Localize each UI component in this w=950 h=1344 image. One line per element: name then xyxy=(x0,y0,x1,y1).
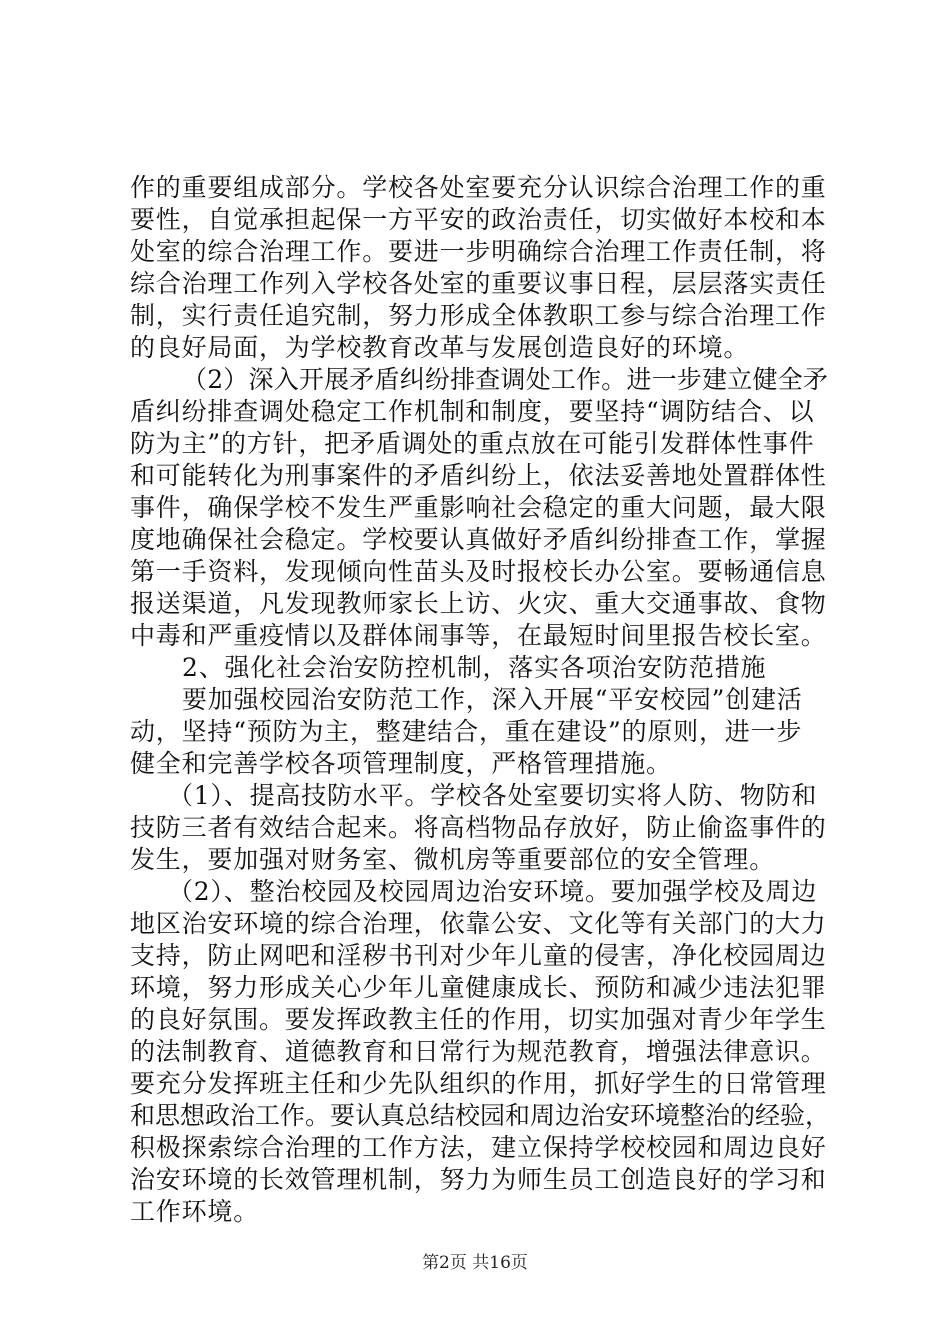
paragraph-line: 要性，自觉承担起保一方平安的政治责任，切实做好本校和本 xyxy=(130,205,827,234)
paragraph-line: （2）深入开展矛盾纠纷排查调处工作。进一步建立健全矛 xyxy=(182,365,829,394)
paragraph-line: 健全和完善学校各项管理制度，严格管理措施。 xyxy=(130,749,672,778)
paragraph-line: 环境，努力形成关心少年儿童健康成长、预防和减少违法犯罪 xyxy=(130,973,827,1002)
paragraph-line: 治安环境的长效管理机制，努力为师生员工创造良好的学习和 xyxy=(130,1165,827,1194)
paragraph-line: 事件，确保学校不发生严重影响社会稳定的重大问题，最大限 xyxy=(130,493,827,522)
paragraph-line: 发生，要加强对财务室、微机房等重要部位的安全管理。 xyxy=(130,845,776,874)
paragraph-line: 的良好氛围。要发挥政教主任的作用，切实加强对青少年学生 xyxy=(130,1005,827,1034)
paragraph-line: 制，实行责任追究制，努力形成全体教职工参与综合治理工作 xyxy=(130,301,827,330)
paragraph-line: 技防三者有效结合起来。将高档物品存放好，防止偷盗事件的 xyxy=(130,813,827,842)
paragraph-line: （1）、提高技防水平。学校各处室要切实将人防、物防和 xyxy=(168,781,818,810)
paragraph-line: 的良好局面，为学校教育改革与发展创造良好的环境。 xyxy=(130,333,750,362)
paragraph-line: 和可能转化为刑事案件的矛盾纠纷上，依法妥善地处置群体性 xyxy=(130,461,827,490)
paragraph-line: 度地确保社会稳定。学校要认真做好矛盾纠纷排查工作，掌握 xyxy=(130,525,827,554)
paragraph-line: 和思想政治工作。要认真总结校园和周边治安环境整治的经验， xyxy=(130,1101,831,1130)
page-number-footer: 第2页 共16页 xyxy=(422,1253,528,1273)
paragraph-line: 要加强校园治安防范工作，深入开展“平安校园”创建活 xyxy=(182,685,803,714)
paragraph-line: （2）、整治校园及校园周边治安环境。要加强学校及周边 xyxy=(168,877,818,906)
paragraph-line: 报送渠道，凡发现教师家长上访、火灾、重大交通事故、食物 xyxy=(130,589,827,618)
section-heading: 2、强化社会治安防控机制，落实各项治安防范措施 xyxy=(182,653,767,682)
paragraph-line: 盾纠纷排查调处稳定工作机制和制度，要坚持“调防结合、以 xyxy=(130,397,815,426)
paragraph-line: 综合治理工作列入学校各处室的重要议事日程，层层落实责任 xyxy=(130,269,827,298)
paragraph-line: 地区治安环境的综合治理，依靠公安、文化等有关部门的大力 xyxy=(130,909,827,938)
paragraph-line: 第一手资料，发现倾向性苗头及时报校长办公室。要畅通信息 xyxy=(130,557,827,586)
paragraph-line: 处室的综合治理工作。要进一步明确综合治理工作责任制，将 xyxy=(130,237,827,266)
paragraph-line: 中毒和严重疫情以及群体闹事等，在最短时间里报告校长室。 xyxy=(130,621,827,650)
paragraph-line: 动，坚持“预防为主，整建结合，重在建设”的原则，进一步 xyxy=(130,717,803,746)
paragraph-line: 要充分发挥班主任和少先队组织的作用，抓好学生的日常管理 xyxy=(130,1069,827,1098)
paragraph-line: 的法制教育、道德教育和日常行为规范教育，增强法律意识。 xyxy=(130,1037,827,1066)
paragraph-line: 积极探索综合治理的工作方法，建立保持学校校园和周边良好 xyxy=(130,1133,827,1162)
paragraph-line: 作的重要组成部分。学校各处室要充分认识综合治理工作的重 xyxy=(130,173,827,202)
paragraph-line: 支持，防止网吧和淫秽书刊对少年儿童的侵害，净化校园周边 xyxy=(130,941,827,970)
paragraph-line: 防为主”的方针，把矛盾调处的重点放在可能引发群体性事件 xyxy=(130,429,815,458)
paragraph-line: 工作环境。 xyxy=(130,1197,260,1226)
